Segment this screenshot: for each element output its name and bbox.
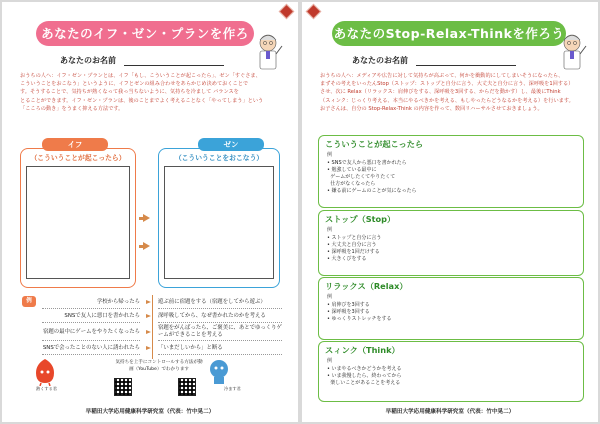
intro-line: こういうことをおこなう」というように、イフとゼンの組み合わせをあらかじめ決めておくことで <box>20 81 249 88</box>
list-item: 「いまだしいから」と断る <box>158 341 282 355</box>
intro-line: お子さんは、自分の Stop-Relax-Think の内容を作って、数回リハーサルさせておきましょう。 <box>320 105 543 112</box>
list-item: 遊ぶ前に宿題をする（宿題をしてから遊ぶ） <box>158 295 282 309</box>
doctor-character-icon <box>556 32 588 74</box>
list-item: 学校から帰ったら <box>42 295 140 309</box>
corner-diamond-icon <box>279 4 295 20</box>
list-item: 宿題の最中にゲームをやりたくなったら <box>42 323 140 341</box>
list-item: 宿題をがんばったら、ご褒美に、あとでゆっくりゲームができることを考える <box>158 323 282 341</box>
section-title: リラックス（Relax） <box>325 281 408 291</box>
right-name-field[interactable] <box>352 55 516 66</box>
if-box <box>20 148 136 288</box>
list-item: • ゆっくりストレッチをする <box>327 316 392 322</box>
list-item: • 大きくびをする <box>327 256 367 262</box>
left-page <box>2 2 298 422</box>
hot-mascot-icon <box>32 358 58 386</box>
intro-line: （スィンク：じっくり考える、本当にやるべきかを考える、もしやったらどうなるかを考える）を行います。 <box>320 97 574 104</box>
then-subtitle: （こういうことをおこなう） <box>174 154 264 162</box>
example-badge: 例 <box>22 296 36 307</box>
list-item: 楽しいことがあることを考える <box>330 380 401 386</box>
arrow-right-icon <box>146 300 151 304</box>
if-heading: イフ <box>42 138 108 151</box>
right-name-line[interactable] <box>416 58 516 66</box>
list-item: • 肩伸びを3回する <box>327 302 370 308</box>
list-item: • ストップと自分に言う <box>327 235 382 241</box>
examples-divider <box>152 295 153 359</box>
then-writing-area[interactable] <box>164 166 274 279</box>
intro-line: おうちの人へ：メディアや広告に対して気持ちが高ぶって、何かを衝動的にしてしまいそうになったら、 <box>320 73 564 79</box>
examples-then-list <box>158 295 282 355</box>
arrow-right-icon <box>146 330 151 334</box>
section-title: スィンク（Think） <box>325 345 400 355</box>
list-item: • SNSで友人から悪口を書かれたら <box>327 160 407 166</box>
example-label: 例 <box>327 294 333 300</box>
section-title: ストップ（Stop） <box>325 214 396 224</box>
then-heading: ゼン <box>198 138 264 151</box>
list-item: • 嫌る前にゲームのことが気になったら <box>327 188 417 194</box>
cool-mascot-label: 冷ます君 <box>224 386 241 391</box>
intro-line: 「こころの動き」をうまく抑える方法です。 <box>20 105 124 112</box>
video-info-text: 気持ちを上手にコントロールする方法が動画（YouTube）でわかります <box>115 360 203 372</box>
doctor-character-icon <box>252 32 284 74</box>
qr-code-icon[interactable] <box>114 378 132 396</box>
list-item: • 勉強している最中に <box>327 167 377 173</box>
list-item: ゲームがしたくてやりたくて <box>330 174 396 180</box>
list-item: • いま我慢したら、終わってから <box>327 373 402 379</box>
section-relax[interactable] <box>318 277 584 340</box>
list-item: • 大丈夫と自分に言う <box>327 242 377 248</box>
intro-line: させ、次に Relax（リラックス：肩伸びをする、深呼吸を3回する、からだを動かす）し、最後にThink <box>320 89 561 96</box>
list-item: SNSで友人に悪口を書かれたら <box>42 309 140 323</box>
arrow-right-icon <box>146 346 151 350</box>
left-name-line[interactable] <box>124 58 224 66</box>
corner-diamond-icon <box>306 4 322 20</box>
right-page <box>302 2 598 422</box>
arrow-right-icon <box>143 242 150 250</box>
intro-line: とることができます。イフ・ゼン・プランは、後のことまでよく考えることなく「やってしまう」という <box>20 97 264 104</box>
list-item: • いまやるべきかどうかを考える <box>327 366 402 372</box>
section-situation[interactable] <box>318 135 584 208</box>
left-name-field[interactable] <box>60 55 224 66</box>
right-intro-text <box>320 72 584 113</box>
right-page-title: あなたのStop-Relax-Thinkを作ろう <box>332 21 566 46</box>
list-item: SNSで会ったことのない人に誘われたら <box>42 341 140 355</box>
example-label: 例 <box>327 152 333 158</box>
qr-code-icon[interactable] <box>178 378 196 396</box>
left-footer: 早稲田大学応用健康科学研究室（代表：竹中晃二） <box>85 409 215 415</box>
intro-line: おうちの人へ：イフ・ゼン・プランとは、イフ「もし、こういうことが起こったら」、ゼン「すぐさま、 <box>20 73 261 79</box>
if-subtitle: （こういうことが起こったら） <box>30 154 126 162</box>
list-item: • 深呼吸を3回する <box>327 309 370 315</box>
list-item: 仕方がなくなったら <box>330 181 376 187</box>
list-item: 深呼吸してから、なぜ書かれたのかを考える <box>158 309 282 323</box>
arrow-right-icon <box>143 214 150 222</box>
section-title: こういうことが起こったら <box>325 139 424 149</box>
hot-mascot-label: 熱くする君 <box>36 386 57 391</box>
arrow-right-icon <box>146 314 151 318</box>
right-name-label: あなたのお名前 <box>352 56 408 65</box>
then-box <box>158 148 280 288</box>
example-label: 例 <box>327 358 333 364</box>
intro-line: まずその考えをいったんStop（ストップ：ストップと自分に言う、大丈夫と自分に言う、深呼吸を1回する） <box>320 81 574 88</box>
cool-mascot-icon <box>206 358 232 386</box>
if-writing-area[interactable] <box>26 166 130 279</box>
left-intro-text <box>20 72 284 113</box>
section-stop[interactable] <box>318 210 584 276</box>
examples-if-list <box>42 295 140 355</box>
left-name-label: あなたのお名前 <box>60 56 116 65</box>
example-label: 例 <box>327 227 333 233</box>
intro-line: す。そうすることで、気持ちが熱くなって我っ当ちないように、気持ちを冷まして バランスを <box>20 89 239 96</box>
section-think[interactable] <box>318 341 584 402</box>
list-item: • 深呼吸を1回だけする <box>327 249 380 255</box>
right-footer: 早稲田大学応用健康科学研究室（代表：竹中晃二） <box>385 409 515 415</box>
left-page-title: あなたのイフ・ゼン・プランを作ろう <box>36 21 254 46</box>
